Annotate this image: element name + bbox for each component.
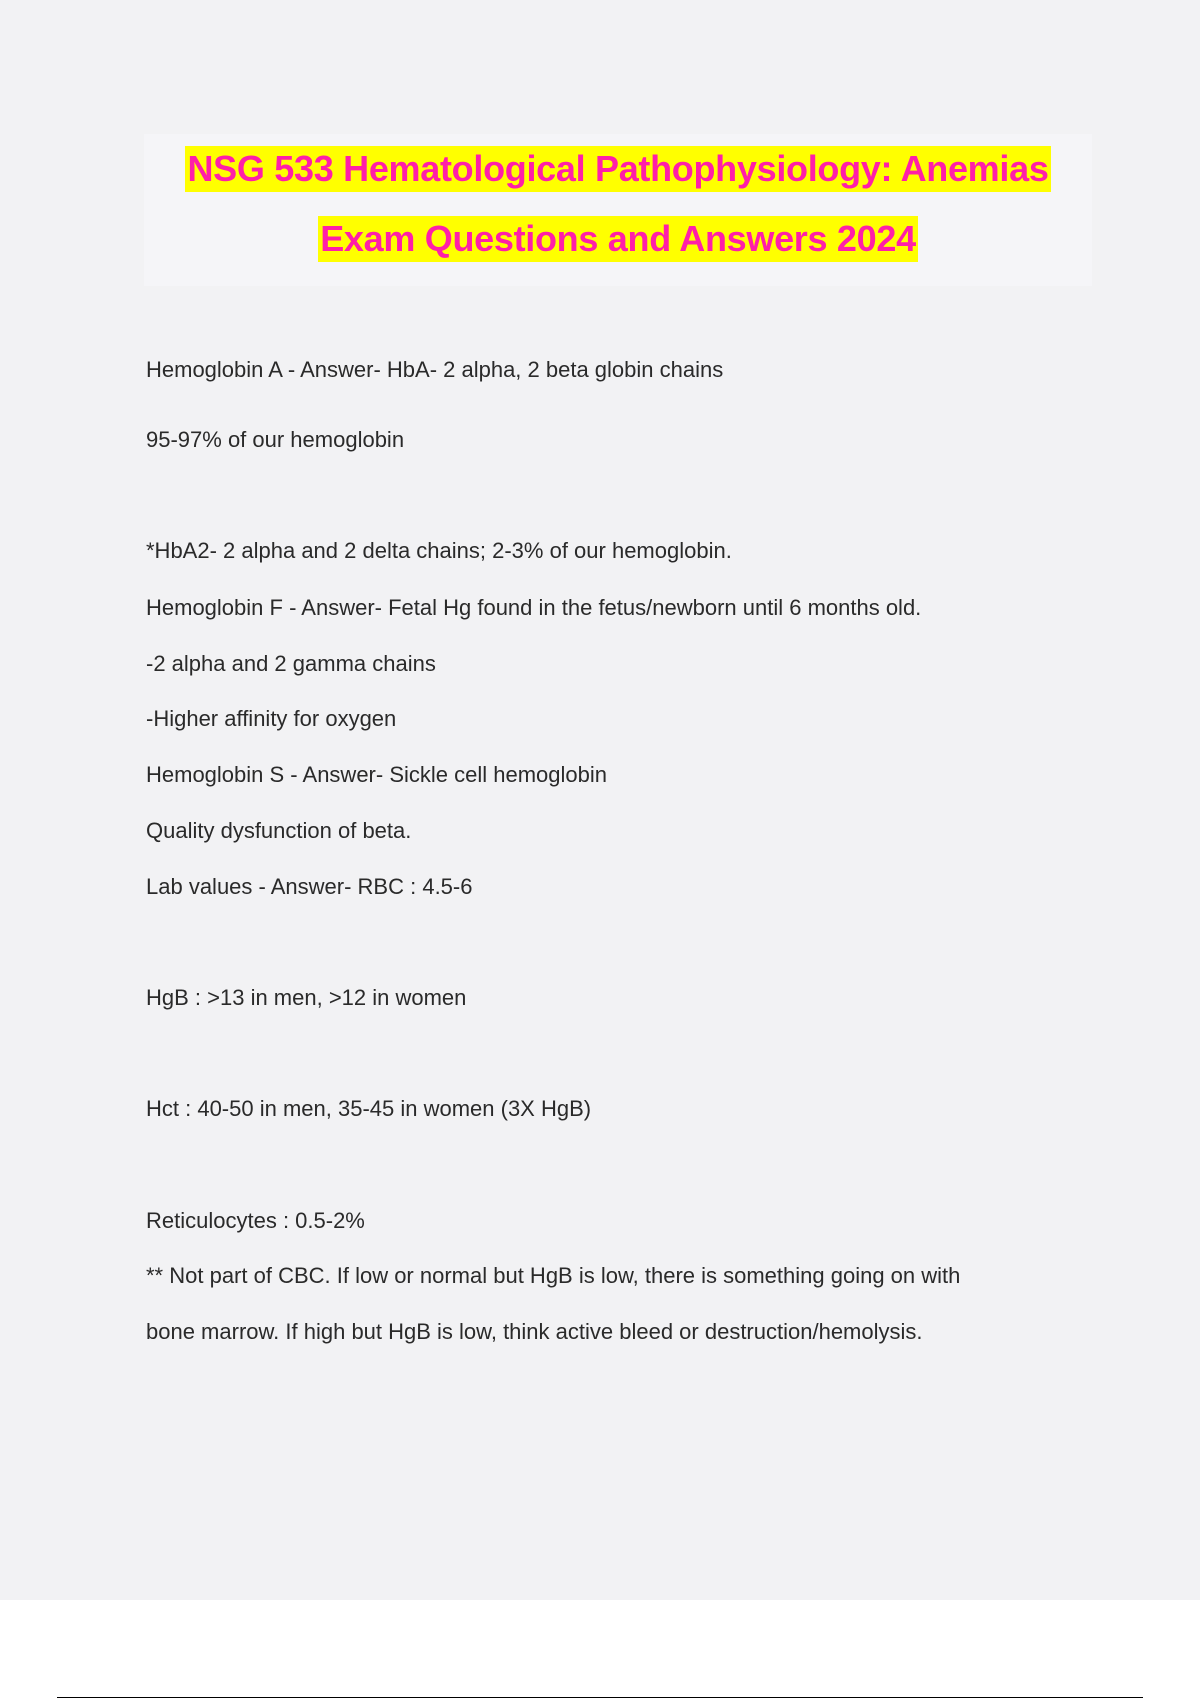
text-line: -Higher affinity for oxygen bbox=[146, 706, 397, 731]
text-line: 95-97% of our hemoglobin bbox=[146, 427, 405, 452]
text-line: Hemoglobin F - Answer- Fetal Hg found in the fetus/newborn until 6 months old. bbox=[146, 595, 922, 620]
title-line-1: NSG 533 Hematological Pathophysiology: Anemias bbox=[185, 146, 1050, 192]
text-line: Hemoglobin S - Answer- Sickle cell hemoglobin bbox=[146, 762, 607, 787]
text-line: HgB : >13 in men, >12 in women bbox=[146, 985, 467, 1010]
text-line: *HbA2- 2 alpha and 2 delta chains; 2-3% of our hemoglobin. bbox=[146, 538, 732, 563]
text-line: bone marrow. If high but HgB is low, think active bleed or destruction/hemolysis. bbox=[146, 1319, 923, 1344]
text-line: Lab values - Answer- RBC : 4.5-6 bbox=[146, 874, 473, 899]
text-line: Reticulocytes : 0.5-2% bbox=[146, 1208, 365, 1233]
title-line-2: Exam Questions and Answers 2024 bbox=[318, 216, 918, 262]
text-line: Hemoglobin A - Answer- HbA- 2 alpha, 2 beta globin chains bbox=[146, 357, 724, 382]
text-line: ** Not part of CBC. If low or normal but HgB is low, there is something going on with bbox=[146, 1263, 961, 1288]
footer-rule bbox=[57, 1697, 1143, 1698]
text-line: Hct : 40-50 in men, 35-45 in women (3X HgB) bbox=[146, 1096, 592, 1121]
text-line: -2 alpha and 2 gamma chains bbox=[146, 651, 436, 676]
text-line: Quality dysfunction of beta. bbox=[146, 818, 412, 843]
